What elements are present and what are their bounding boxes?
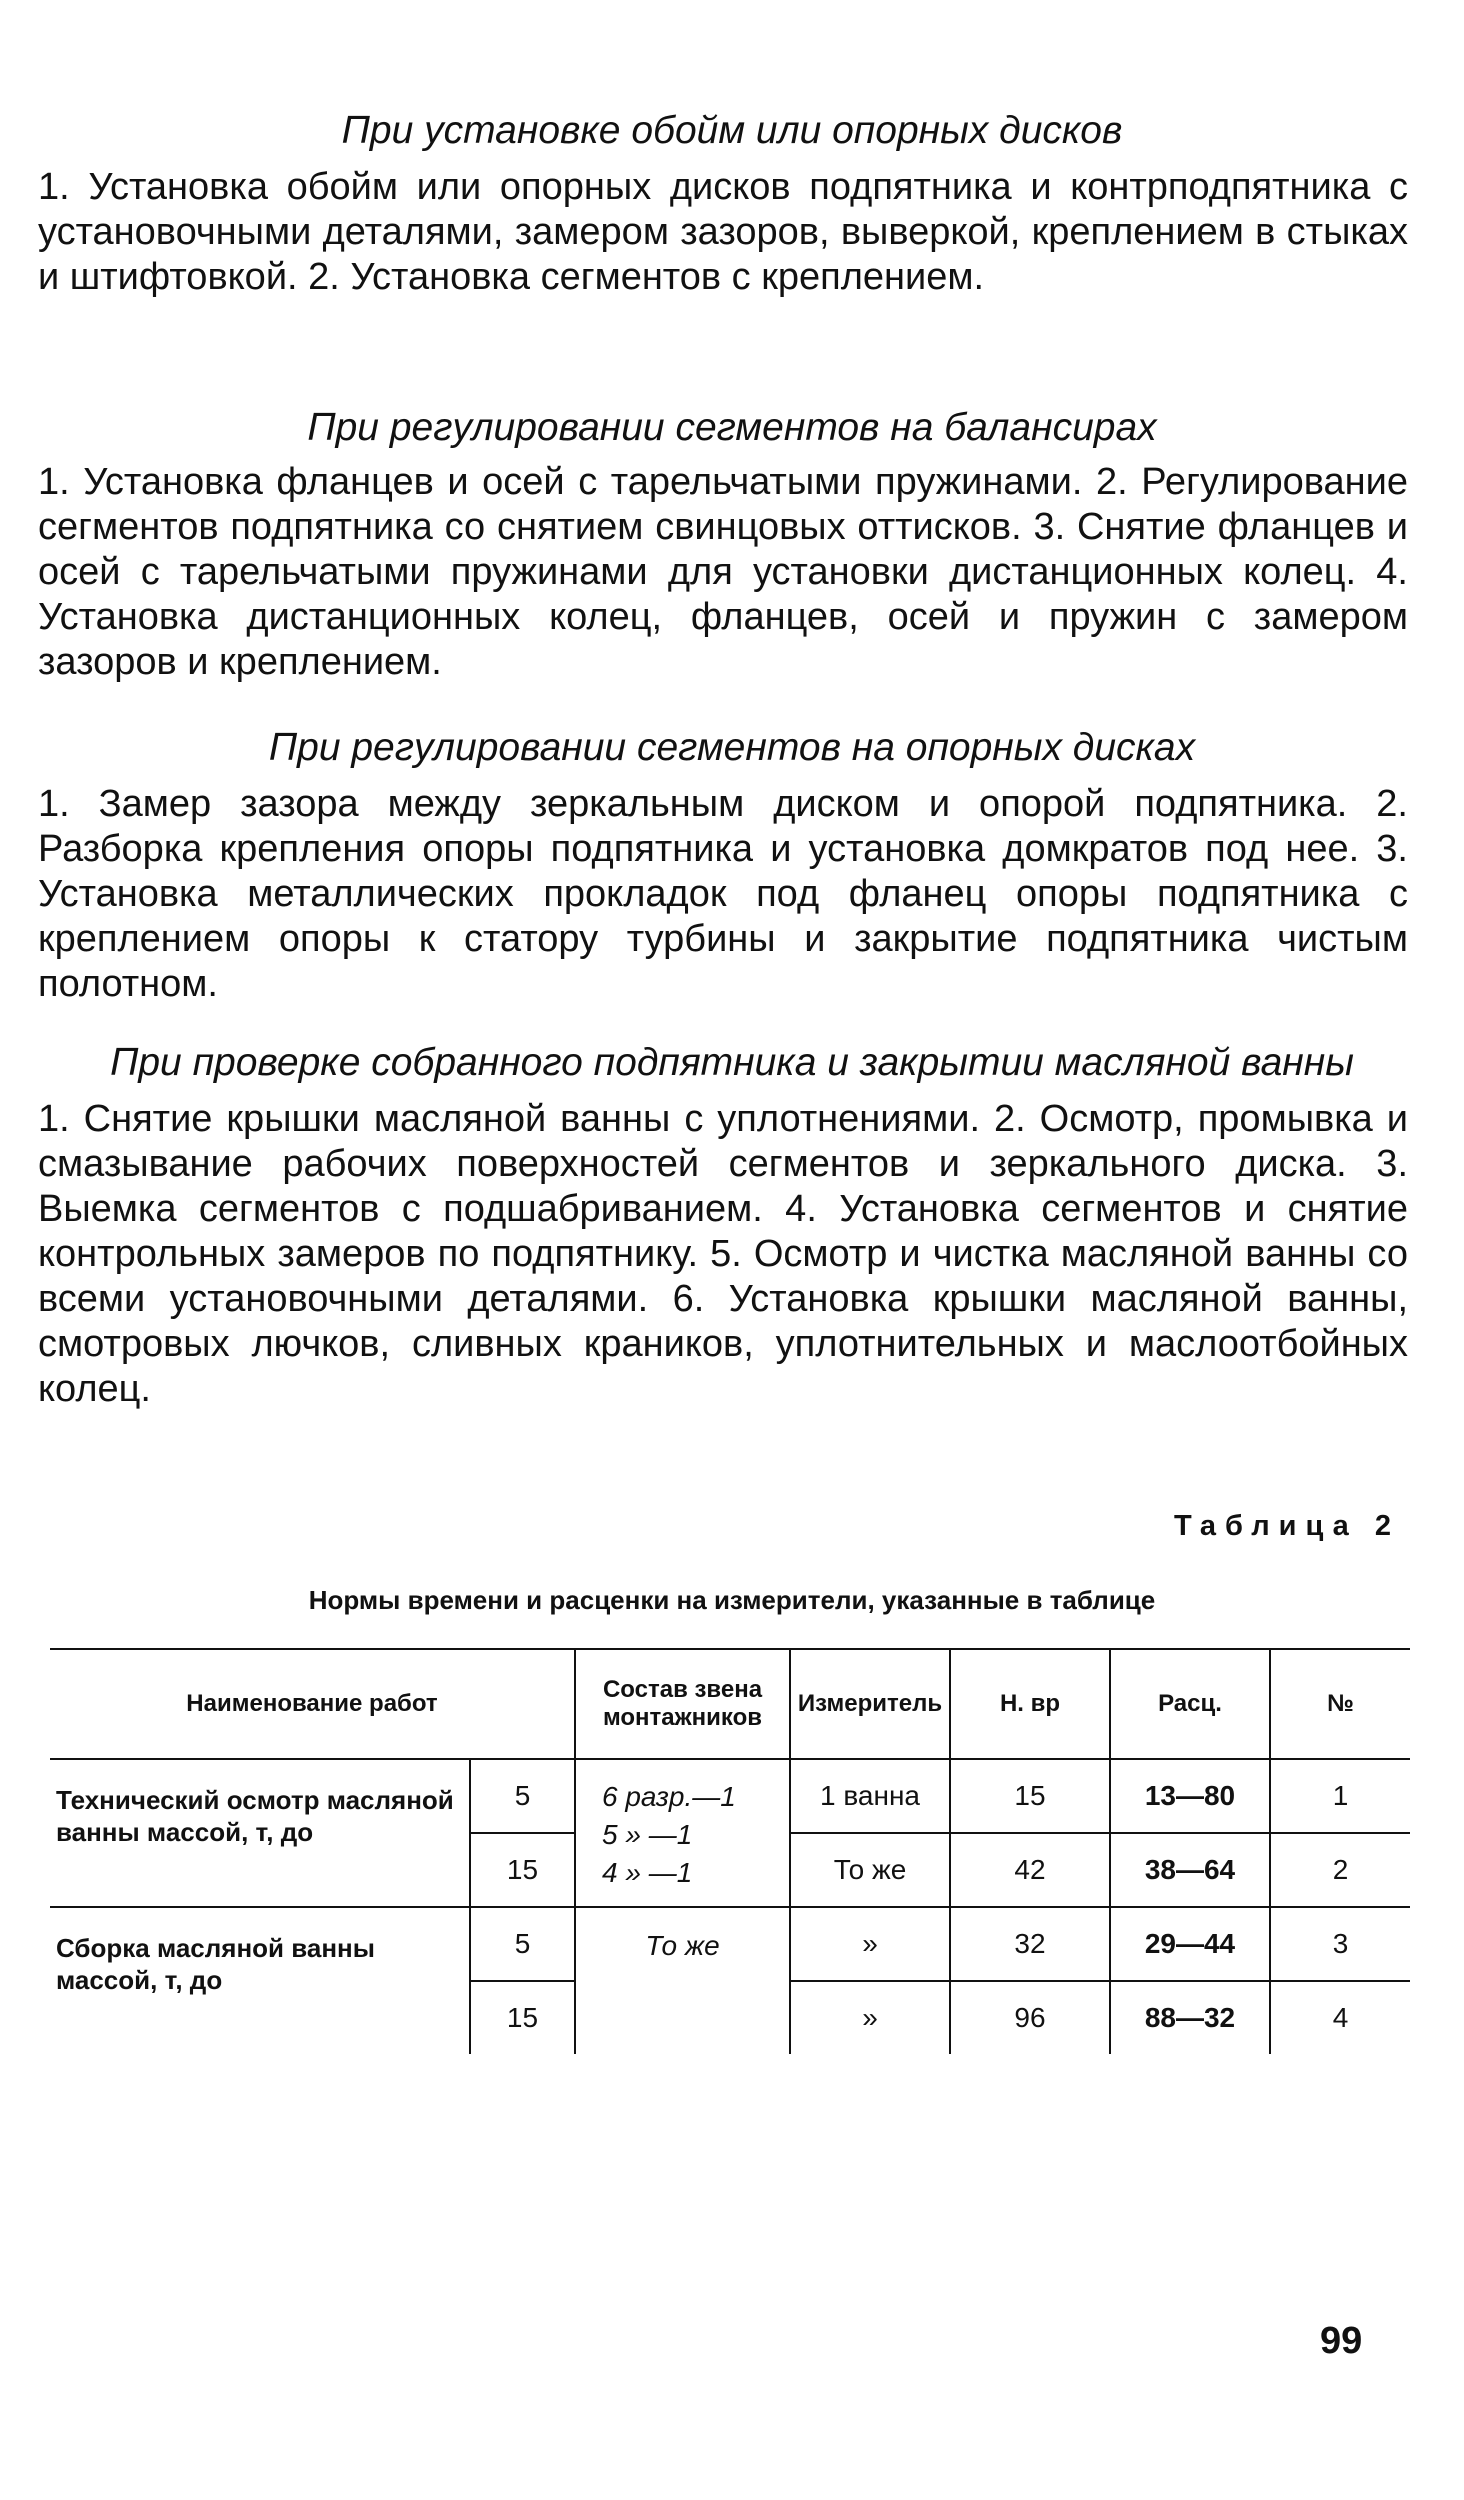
num-cell: 3: [1270, 1907, 1410, 1981]
unit-cell: »: [790, 1981, 950, 2054]
section-heading-1: При установке обойм или опорных дисков: [341, 109, 1123, 152]
time-cell: 42: [950, 1833, 1110, 1907]
table-row: [50, 1759, 1410, 1833]
header-crew: Состав звена монтажников: [575, 1649, 790, 1759]
num-cell: 2: [1270, 1833, 1410, 1907]
price-cell: 29—44: [1110, 1907, 1270, 1981]
time-cell: 15: [950, 1759, 1110, 1833]
unit-cell: То же: [790, 1833, 950, 1907]
crew-line: 5 » —1: [602, 1819, 693, 1850]
mass-cell: 15: [470, 1981, 575, 2054]
price-cell: 88—32: [1110, 1981, 1270, 2054]
section-heading-4: При проверке собранного подпятника и закрытии масляной ванны: [110, 1041, 1354, 1084]
work-name-2: Сборка масляной ванны массой, т, до: [56, 1933, 375, 1995]
crew-line: 4 » —1: [602, 1857, 693, 1888]
header-time: Н. вр: [950, 1649, 1110, 1759]
time-cell: 32: [950, 1907, 1110, 1981]
num-cell: 4: [1270, 1981, 1410, 2054]
table-title: Нормы времени и расценки на измерители, указанные в таблице: [308, 1585, 1156, 1615]
section-text-2: 1. Установка фланцев и осей с тарельчатыми пружинами. 2. Регулирование сегментов подпятника со снятием свинцовых оттисков. 3. Снятие фланцев и осей с тарельчатыми пружинами для установки дистанционных колец. 4. Установка дистанционных колец, фланцев, осей и пружин с замером зазоров и креплением.: [38, 461, 1408, 683]
header-num: №: [1270, 1649, 1410, 1759]
table-label: Таблица 2: [1173, 1510, 1400, 1542]
crew-cell-1: [575, 1759, 790, 1907]
work-name-1: Технический осмотр масляной ванны массой, т, до: [50, 1759, 470, 1907]
section-text-1: 1. Установка обойм или опорных дисков подпятника и контрподпятника с установочными деталями, замером зазоров, выверкой, креплением в стыках и штифтовкой. 2. Установка сегментов с креплением.: [38, 166, 1408, 298]
norms-table: [50, 1648, 1410, 2054]
section-heading-2: При регулировании сегментов на балансирах: [307, 406, 1157, 449]
time-cell: 96: [950, 1981, 1110, 2054]
page-number: 99: [1320, 2320, 1363, 2362]
price-cell: 38—64: [1110, 1833, 1270, 1907]
price-cell: 13—80: [1110, 1759, 1270, 1833]
table-row: [50, 1907, 1410, 1981]
section-text-4: 1. Снятие крышки масляной ванны с уплотнениями. 2. Осмотр, промывка и смазывание рабочих поверхностей сегментов и зеркального диска. 3. Выемка сегментов с подшабриванием. 4. Установка сегментов и снятие контрольных замеров по подпятнику. 5. Осмотр и чистка масляной ванны со всеми установочными деталями. 6. Установка крышки масляной ванны, смотровых лючков, сливных краников, уплотнительных и маслоотбойных колец.: [38, 1098, 1408, 1410]
header-unit: Измеритель: [790, 1649, 950, 1759]
section-heading-3: При регулировании сегментов на опорных дисках: [268, 726, 1196, 769]
num-cell: 1: [1270, 1759, 1410, 1833]
section-text-3: 1. Замер зазора между зеркальным диском и опорой подпятника. 2. Разборка крепления опоры подпятника и установка домкратов под нее. 3. Установка металлических прокладок под фланец опоры подпятника с креплением опоры к статору турбины и закрытие подпятника чистым полотном.: [38, 783, 1408, 1005]
unit-cell: 1 ванна: [790, 1759, 950, 1833]
crew-cell-2: То же: [575, 1907, 790, 2054]
mass-cell: 5: [470, 1907, 575, 1981]
header-name: Наименование работ: [50, 1649, 575, 1759]
unit-cell: »: [790, 1907, 950, 1981]
header-price: Расц.: [1110, 1649, 1270, 1759]
mass-cell: 5: [470, 1759, 575, 1833]
mass-cell: 15: [470, 1833, 575, 1907]
table-header-row: [50, 1649, 1410, 1759]
crew-line: 6 разр.—1: [602, 1781, 736, 1812]
